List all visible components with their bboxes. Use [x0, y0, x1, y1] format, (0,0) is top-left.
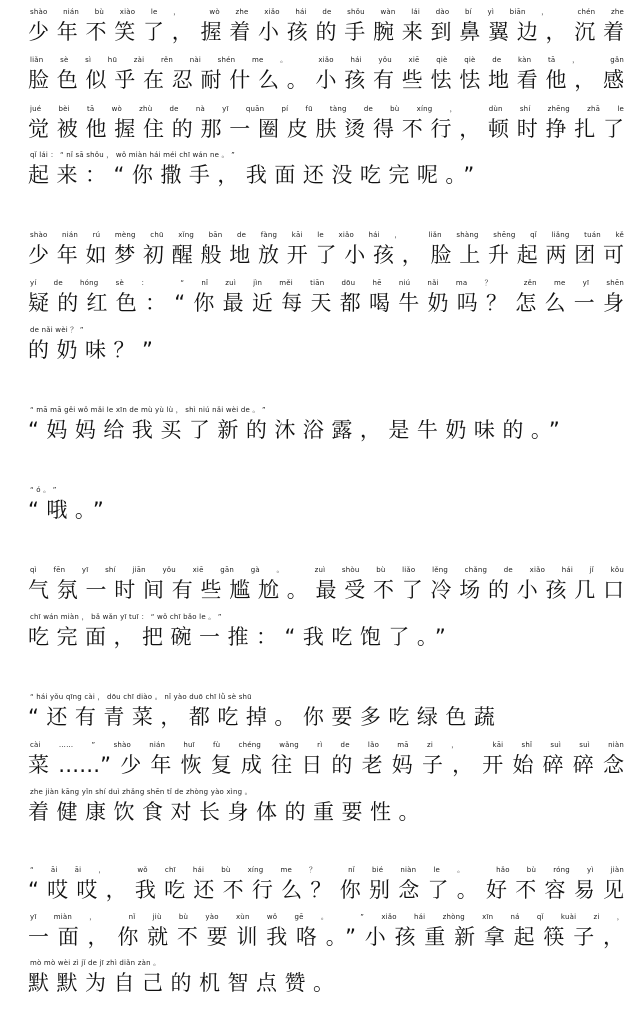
text-line	[28, 149, 624, 189]
text-line	[28, 911, 624, 951]
chinese-text: 少年如梦初醒般地放开了小孩，脸上升起两团可	[28, 243, 624, 267]
text-line	[28, 957, 624, 997]
text-line	[28, 484, 624, 524]
pinyin-annotation: shào nián bù xiào le ， wò zhe xiǎo hái de shǒu wàn lái dào bí yì biān ， chén zhe	[30, 8, 624, 16]
pinyin-annotation: mò mò wèi zì jǐ de jī zhì diǎn zàn 。	[30, 959, 161, 967]
chinese-text: “还有青菜，都吃掉。你要多吃绿色蔬	[28, 705, 503, 729]
pinyin-annotation: cài …… ” shào nián huī fù chéng wǎng rì de lǎo mā zi ， kāi shǐ suì suì niàn	[30, 741, 624, 749]
pinyin-annotation: liǎn sè sì hū zài rěn nài shén me 。 xiǎo hái yǒu xiē qiè qiè de kàn tā ， gǎn	[30, 56, 624, 64]
pinyin-annotation: qì fēn yī shí jiān yǒu xiē gān gà 。 zuì shòu bù liǎo lěng chǎng de xiǎo hái jǐ kǒu	[30, 566, 624, 574]
pinyin-annotation: “ hái yǒu qīng cài ， dōu chī diào 。 nǐ yào duō chī lǜ sè shū	[30, 693, 252, 701]
pinyin-annotation: “ āi āi ， wǒ chī hái bù xíng me ？ nǐ bié niàn le 。 hǎo bù róng yì jiàn	[30, 866, 624, 874]
pinyin-annotation: “ mā mā gěi wǒ mǎi le xīn de mù yù lù ， shì niú nǎi wèi de 。 ”	[30, 406, 266, 414]
chinese-text: 疑的红色：“你最近每天都喝牛奶吗？怎么一身	[28, 291, 624, 315]
pinyin-annotation: de nǎi wèi ？ ”	[30, 326, 84, 334]
chinese-text: 觉被他握住的那一圈皮肤烫得不行，顿时挣扎了	[28, 117, 624, 141]
text-line	[28, 404, 624, 444]
text-line	[28, 54, 624, 94]
pinyin-annotation: chī wán miàn ， bǎ wǎn yī tuī ： “ wǒ chī bǎo le 。 ”	[30, 613, 222, 621]
chinese-text: 气氛一时间有些尴尬。最受不了冷场的小孩几口	[28, 578, 624, 602]
pinyin-annotation: yí de hóng sè ： “ nǐ zuì jìn měi tiān dōu hē niú nǎi ma ？ zěn me yī shēn	[30, 279, 624, 287]
pinyin-annotation: “ ó 。 ”	[30, 486, 57, 494]
chinese-text: “哎哎，我吃还不行么？你别念了。好不容易见	[28, 878, 624, 902]
chinese-text: “哦。”	[28, 498, 112, 522]
chinese-text: 吃完面，把碗一推：“我吃饱了。”	[28, 625, 454, 649]
chinese-text: 的奶味？”	[28, 338, 161, 362]
chinese-text: 默默为自己的机智点赞。	[28, 971, 342, 995]
text-line	[28, 6, 624, 46]
chinese-text: 脸色似乎在忍耐什么。小孩有些怯怯地看他，感	[28, 68, 624, 92]
chinese-text: 一面，你就不要训我咯。”小孩重新拿起筷子，	[28, 925, 624, 949]
chinese-text: 少年不笑了，握着小孩的手腕来到鼻翼边，沉着	[28, 20, 624, 44]
pinyin-annotation: yī miàn ， nǐ jiù bù yào xùn wǒ gē 。 ” xiǎo hái zhòng xīn ná qǐ kuài zi ，	[30, 913, 624, 921]
text-line	[28, 691, 624, 731]
text-line	[28, 611, 624, 651]
chinese-text: “妈妈给我买了新的沐浴露，是牛奶味的。”	[28, 418, 568, 442]
text-line	[28, 324, 624, 364]
chinese-text: 着健康饮食对长身体的重要性。	[28, 800, 427, 824]
text-line	[28, 277, 624, 317]
text-line	[28, 564, 624, 604]
text-line	[28, 229, 624, 269]
text-line	[28, 103, 624, 143]
text-line	[28, 786, 624, 826]
chinese-text: 起来：“你撒手，我面还没吃完呢。”	[28, 163, 482, 187]
pinyin-annotation: jué bèi tā wò zhù de nà yī quān pí fū tàng de bù xíng ， dùn shí zhēng zhā le	[30, 105, 624, 113]
pinyin-annotation: qǐ lái ： “ nǐ sā shǒu ， wǒ miàn hái méi chī wán ne 。 ”	[30, 151, 236, 159]
chinese-text: 菜……”少年恢复成往日的老妈子，开始碎碎念	[28, 753, 624, 777]
text-line	[28, 739, 624, 779]
pinyin-annotation: shào nián rú mèng chū xǐng bān de fàng kāi le xiǎo hái ， liǎn shàng shēng qǐ liǎng tuán kě	[30, 231, 624, 239]
pinyin-annotation: zhe jiàn kāng yǐn shí duì zhǎng shēn tǐ de zhòng yào xìng 。	[30, 788, 252, 796]
text-line	[28, 864, 624, 904]
